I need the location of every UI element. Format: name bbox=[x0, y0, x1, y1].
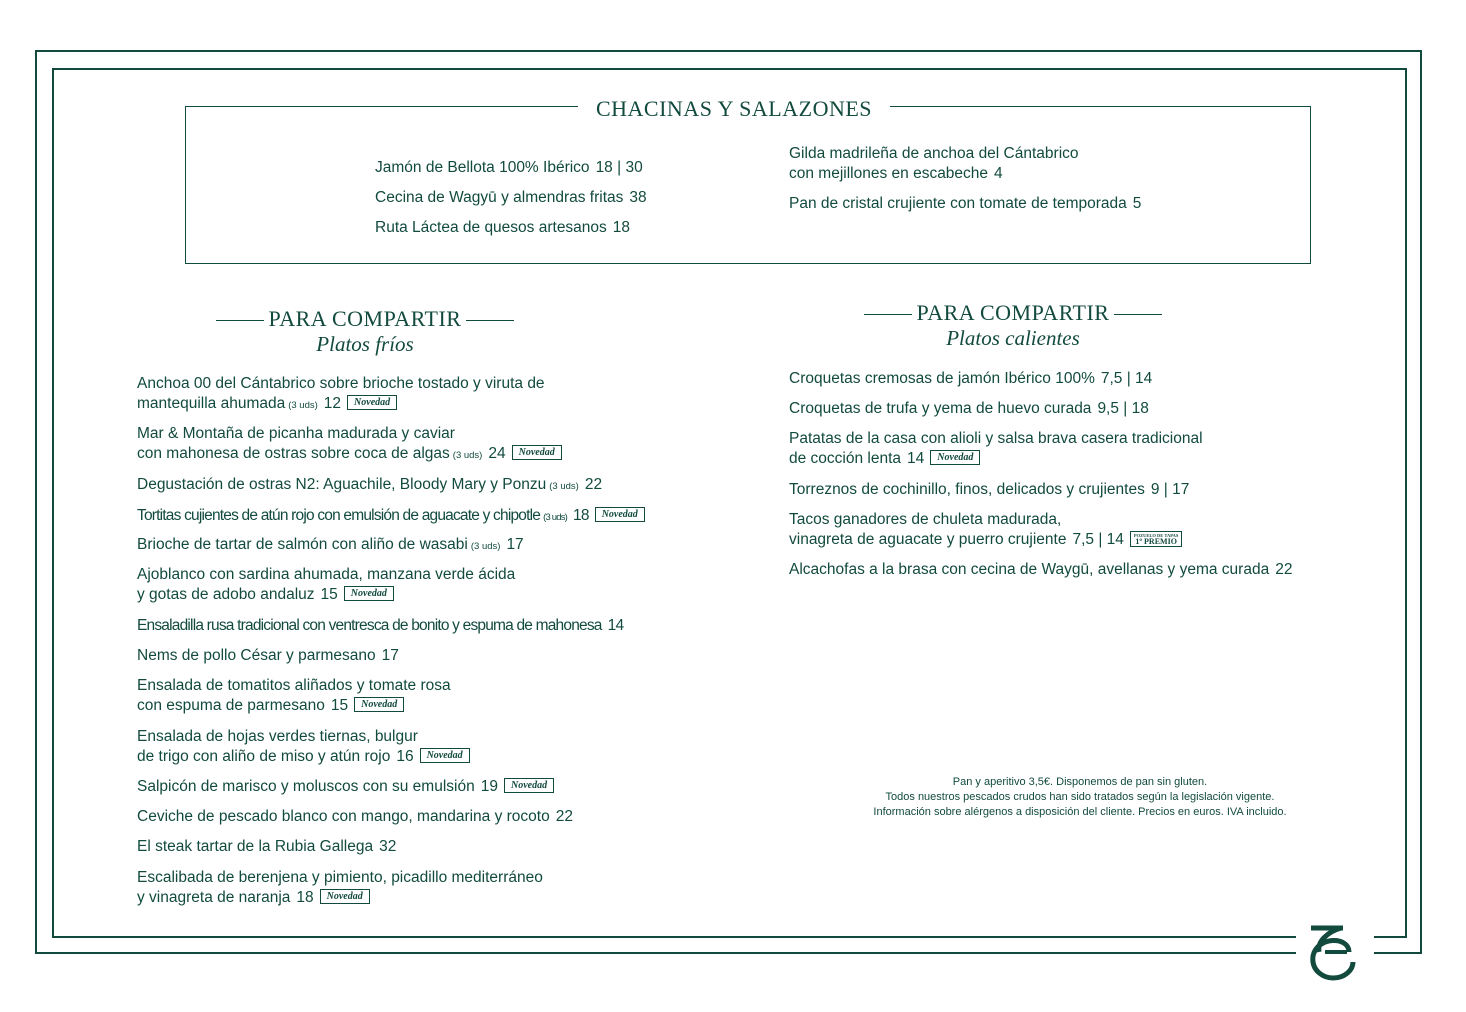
menu-item bbox=[137, 676, 451, 716]
novedad-badge: Novedad bbox=[420, 748, 470, 763]
novedad-badge: Novedad bbox=[504, 778, 554, 793]
frios-section-header bbox=[200, 306, 530, 357]
item-price: 22 bbox=[555, 808, 573, 825]
item-name-line1: Ajoblanco con sardina ahumada, manzana verde ácida bbox=[137, 566, 516, 583]
item-price: 15 bbox=[320, 586, 338, 603]
novedad-badge: Novedad bbox=[320, 889, 370, 904]
award-badge-top: POZUELO DE TAPAS bbox=[1133, 532, 1179, 538]
menu-item bbox=[789, 194, 1141, 214]
item-name-line1: Escalibada de berenjena y pimiento, picadillo mediterráneo bbox=[137, 869, 543, 886]
item-name-line1: Ensalada de tomatitos aliñados y tomate rosa bbox=[137, 677, 451, 694]
item-name-line2: de trigo con aliño de miso y atún rojo bbox=[137, 748, 391, 765]
menu-item bbox=[137, 374, 545, 416]
menu-item bbox=[137, 535, 524, 557]
item-name: Croquetas de trufa y yema de huevo curada bbox=[789, 400, 1092, 417]
menu-item bbox=[137, 424, 562, 466]
item-units: (3 uds) bbox=[452, 450, 483, 461]
item-price: 9 | 17 bbox=[1150, 481, 1190, 498]
item-name-line2: con mahonesa de ostras sobre coca de algas bbox=[137, 445, 450, 462]
header-rule bbox=[466, 320, 514, 321]
item-name: Ruta Láctea de quesos artesanos bbox=[375, 219, 607, 236]
menu-item bbox=[137, 837, 396, 857]
item-name-line2: vinagreta de aguacate y puerro crujiente bbox=[789, 531, 1067, 548]
menu-item bbox=[789, 429, 1203, 469]
item-name: Jamón de Bellota 100% Ibérico bbox=[375, 159, 590, 176]
item-name: Tortitas cujientes de atún rojo con emulsión de aguacate y chipotle bbox=[137, 507, 541, 524]
item-name: Ensaladilla rusa tradicional con ventresca de bonito y espuma de mahonesa bbox=[137, 617, 602, 634]
item-units: (3 uds) bbox=[470, 541, 501, 552]
header-rule bbox=[216, 320, 264, 321]
item-name-line2: de cocción lenta bbox=[789, 450, 902, 467]
novedad-badge: Novedad bbox=[930, 450, 980, 465]
item-name-line2: con mejillones en escabeche bbox=[789, 165, 989, 182]
footnote-line: Información sobre alérgenos a disposición del cliente. Precios en euros. IVA incluido. bbox=[873, 806, 1287, 818]
item-name: Ceviche de pescado blanco con mango, mandarina y rocoto bbox=[137, 808, 550, 825]
menu-item bbox=[137, 868, 543, 908]
calientes-title: PARA COMPARTIR bbox=[916, 300, 1110, 325]
menu-item bbox=[789, 399, 1149, 419]
header-rule bbox=[1114, 314, 1162, 315]
header-rule bbox=[864, 314, 912, 315]
item-price: 7,5 | 14 bbox=[1100, 370, 1153, 387]
item-name: Salpicón de marisco y moluscos con su emulsión bbox=[137, 778, 475, 795]
chacinas-section-box bbox=[185, 106, 1311, 264]
item-price: 7,5 | 14 bbox=[1072, 531, 1124, 548]
menu-item bbox=[137, 807, 573, 827]
item-name-line1: Tacos ganadores de chuleta madurada, bbox=[789, 511, 1062, 528]
menu-item bbox=[375, 218, 630, 238]
item-price: 18 bbox=[296, 889, 314, 906]
award-badge bbox=[1130, 531, 1183, 547]
item-units: (3 uds) bbox=[543, 512, 568, 523]
menu-item bbox=[375, 188, 647, 208]
item-name-line1: Gilda madrileña de anchoa del Cántabrico bbox=[789, 145, 1079, 162]
item-price: 19 bbox=[480, 778, 498, 795]
item-name: Cecina de Wagyū y almendras fritas bbox=[375, 189, 624, 206]
item-name-line1: Anchoa 00 del Cántabrico sobre brioche tostado y viruta de bbox=[137, 375, 545, 392]
item-name: El steak tartar de la Rubia Gallega bbox=[137, 838, 374, 855]
item-price: 22 bbox=[584, 476, 603, 493]
novedad-badge: Novedad bbox=[344, 586, 394, 601]
item-price: 24 bbox=[488, 445, 506, 462]
novedad-badge: Novedad bbox=[347, 395, 397, 410]
menu-item bbox=[137, 616, 623, 636]
menu-item bbox=[789, 144, 1079, 184]
item-name-line2: con espuma de parmesano bbox=[137, 697, 325, 714]
item-price: 16 bbox=[396, 748, 414, 765]
item-price: 14 bbox=[907, 450, 925, 467]
item-price: 18 | 30 bbox=[595, 159, 643, 176]
item-price: 9,5 | 18 bbox=[1097, 400, 1149, 417]
brand-monogram-icon bbox=[1303, 922, 1361, 982]
frios-subtitle: Platos fríos bbox=[316, 332, 414, 356]
item-price: 32 bbox=[379, 838, 397, 855]
menu-item bbox=[137, 777, 554, 797]
menu-item bbox=[789, 480, 1189, 500]
item-name: Pan de cristal crujiente con tomate de temporada bbox=[789, 195, 1127, 212]
menu-item bbox=[789, 510, 1182, 550]
menu-item bbox=[137, 475, 602, 497]
frios-title: PARA COMPARTIR bbox=[268, 306, 462, 331]
item-price: 17 bbox=[506, 536, 524, 553]
menu-item bbox=[137, 506, 645, 528]
item-price: 17 bbox=[381, 647, 399, 664]
item-price: 14 bbox=[607, 617, 624, 634]
item-name: Degustación de ostras N2: Aguachile, Bloody Mary y Ponzu bbox=[137, 476, 547, 493]
item-price: 18 bbox=[612, 219, 631, 236]
award-badge-main: 1º PREMIO bbox=[1135, 536, 1177, 546]
novedad-badge: Novedad bbox=[354, 697, 404, 712]
item-name: Croquetas cremosas de jamón Ibérico 100% bbox=[789, 370, 1095, 387]
item-units: (3 uds) bbox=[288, 400, 318, 411]
item-name-line2: y vinagreta de naranja bbox=[137, 889, 291, 906]
item-name-line1: Mar & Montaña de picanha madurada y caviar bbox=[137, 425, 455, 442]
item-name-line1: Patatas de la casa con alioli y salsa brava casera tradicional bbox=[789, 430, 1203, 447]
menu-item bbox=[789, 560, 1292, 580]
novedad-badge: Novedad bbox=[595, 507, 645, 522]
item-units: (3 uds) bbox=[549, 481, 579, 492]
item-name: Torreznos de cochinillo, finos, delicados y crujientes bbox=[789, 481, 1145, 498]
chacinas-title: CHACINAS Y SALAZONES bbox=[578, 94, 890, 124]
footnote-line: Todos nuestros pescados crudos han sido tratados según la legislación vigente. bbox=[885, 791, 1275, 803]
menu-item bbox=[137, 565, 515, 605]
item-price: 18 bbox=[573, 507, 589, 524]
novedad-badge: Novedad bbox=[512, 445, 562, 460]
item-price: 22 bbox=[1275, 561, 1293, 578]
item-price: 15 bbox=[330, 697, 349, 714]
footnote-line: Pan y aperitivo 3,5€. Disponemos de pan sin gluten. bbox=[952, 776, 1208, 788]
item-price: 12 bbox=[323, 395, 342, 412]
item-name-line2: y gotas de adobo andaluz bbox=[137, 586, 315, 603]
item-price: 4 bbox=[994, 165, 1003, 182]
item-name: Brioche de tartar de salmón con aliño de wasabi bbox=[137, 536, 468, 553]
calientes-subtitle: Platos calientes bbox=[946, 326, 1080, 350]
menu-item bbox=[137, 727, 470, 767]
item-name: Alcachofas a la brasa con cecina de Waygū, avellanas y yema curada bbox=[789, 561, 1270, 578]
item-name: Nems de pollo César y parmesano bbox=[137, 647, 376, 664]
menu-item bbox=[789, 369, 1152, 389]
menu-item bbox=[137, 646, 399, 666]
item-name-line1: Ensalada de hojas verdes tiernas, bulgur bbox=[137, 728, 418, 745]
menu-item bbox=[375, 158, 643, 178]
menu-footnote bbox=[790, 775, 1370, 820]
item-name-line2: mantequilla ahumada bbox=[137, 395, 286, 412]
item-price: 38 bbox=[629, 189, 647, 206]
item-price: 5 bbox=[1132, 195, 1142, 212]
calientes-section-header bbox=[848, 300, 1178, 351]
